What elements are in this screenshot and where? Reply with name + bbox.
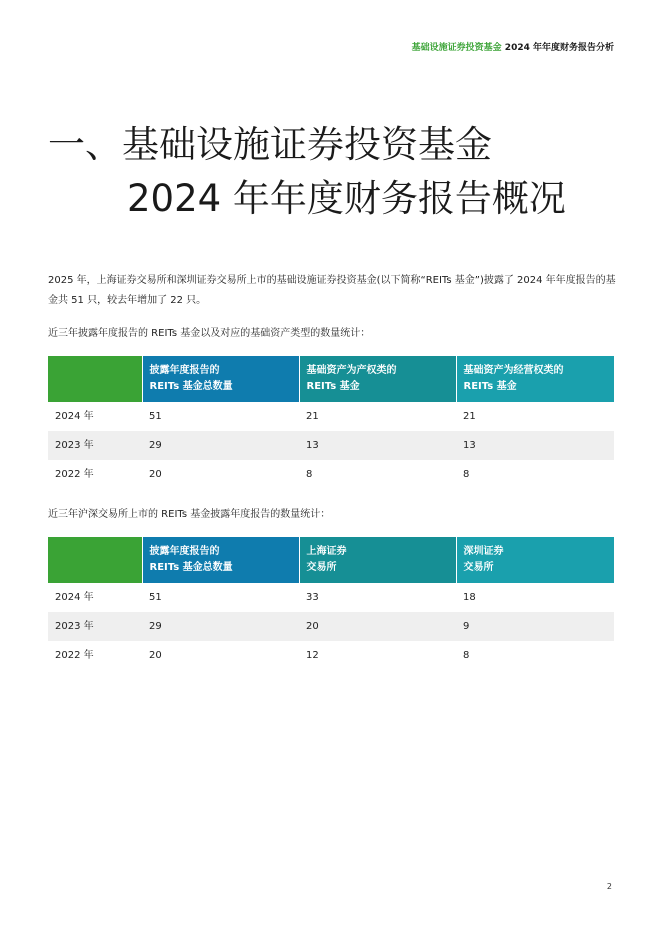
table1-header-row [48, 356, 614, 402]
table-cell: 8 [306, 468, 313, 480]
table2-header-cell [456, 537, 614, 583]
table-cell: 2024 年 [55, 591, 94, 603]
table2-header-cell [48, 537, 142, 583]
header-line: 交易所 [463, 562, 494, 573]
table-row [48, 402, 614, 431]
table-cell: 20 [149, 649, 162, 661]
running-header [412, 40, 614, 53]
running-header-accent: 基础设施证券投资基金 [411, 43, 502, 53]
table2-caption: 近三年沪深交易所上市的 REITs 基金披露年度报告的数量统计： [48, 509, 331, 520]
table-cell: 12 [306, 649, 319, 661]
table1-header-cell [142, 356, 299, 402]
header-line: REITs 基金 [306, 381, 360, 392]
table2-header-row [48, 537, 614, 583]
header-line: REITs 基金总数量 [149, 381, 233, 392]
table1 [48, 356, 614, 489]
table-cell: 21 [463, 410, 476, 422]
intro-paragraph: 2025 年，上海证券交易所和深圳证券交易所上市的基础设施证券投资基金(以下简称“REITs 基金”)披露了 2024 年年度报告的基金共 51 只，较去年增加了 22 只。 [48, 275, 616, 306]
table-cell: 20 [299, 612, 456, 641]
table1-header-cell [299, 356, 456, 402]
header-line: REITs 基金 [463, 381, 517, 392]
table-row [48, 641, 614, 670]
table-cell: 2022 年 [55, 468, 94, 480]
header-line: 基础资产为经营权类的 [463, 365, 564, 376]
header-line: 交易所 [306, 562, 337, 573]
page-number: 2 [606, 882, 612, 891]
table-cell: 2024 年 [55, 410, 94, 422]
header-line: 披露年度报告的 [149, 365, 220, 376]
table-cell: 2022 年 [55, 649, 94, 661]
header-line: 上海证券 [306, 546, 347, 557]
table1-header-cell [48, 356, 142, 402]
table-cell: 13 [456, 431, 614, 460]
table1-header-cell [456, 356, 614, 402]
table-cell: 20 [149, 468, 162, 480]
table2-header-cell [142, 537, 299, 583]
table-cell: 8 [463, 649, 470, 661]
section-title-line1: 一、基础设施证券投资基金 [48, 123, 492, 166]
table-cell: 29 [142, 612, 299, 641]
header-line: REITs 基金总数量 [149, 562, 233, 573]
header-line: 基础资产为产权类的 [306, 365, 397, 376]
header-line: 深圳证券 [463, 546, 504, 557]
table2 [48, 537, 614, 670]
table-cell: 2023 年 [48, 612, 142, 641]
table-cell: 21 [306, 410, 319, 422]
table1-caption: 近三年披露年度报告的 REITs 基金以及对应的基础资产类型的数量统计： [48, 328, 371, 339]
table-cell: 13 [299, 431, 456, 460]
header-line: 披露年度报告的 [149, 546, 220, 557]
table-cell: 18 [463, 591, 476, 603]
running-header-rest: 2024 年年度财务报告分析 [501, 43, 614, 53]
table-cell: 2023 年 [48, 431, 142, 460]
table2-header-cell [299, 537, 456, 583]
table-cell: 33 [306, 591, 319, 603]
table-row [48, 431, 614, 460]
section-title [48, 118, 628, 226]
table-cell: 8 [463, 468, 470, 480]
table-cell: 29 [142, 431, 299, 460]
table-cell: 51 [149, 591, 162, 603]
section-title-line2: 2024 年年度财务报告概况 [127, 177, 566, 220]
table-row [48, 612, 614, 641]
table-cell: 51 [149, 410, 162, 422]
table-row [48, 460, 614, 489]
table-cell: 9 [456, 612, 614, 641]
table-row [48, 583, 614, 612]
